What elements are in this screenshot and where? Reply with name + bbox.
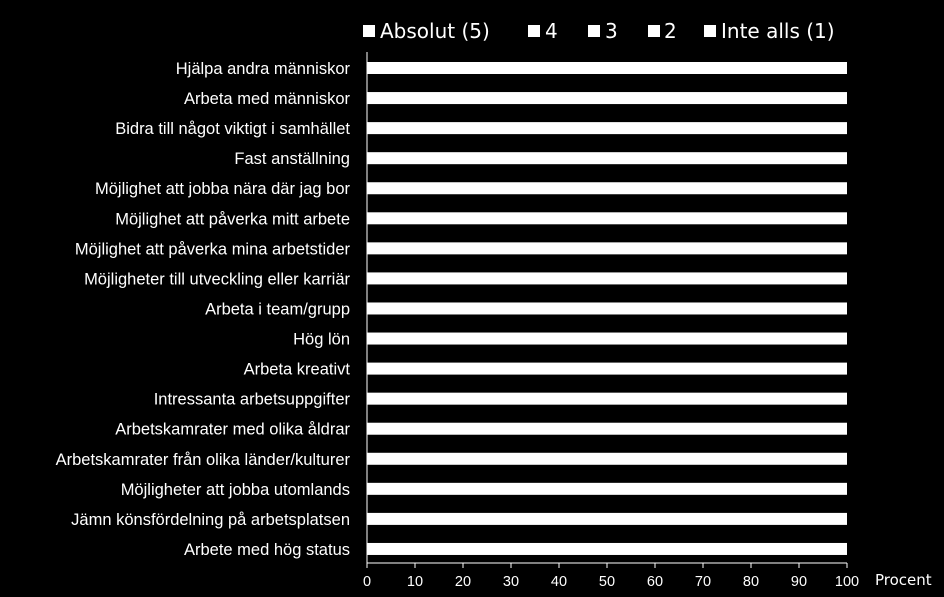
legend-label: 4 <box>545 19 558 43</box>
category-label: Jämn könsfördelning på arbetsplatsen <box>71 510 350 529</box>
legend-swatch <box>648 25 660 37</box>
category-label: Intressanta arbetsuppgifter <box>153 390 350 409</box>
category-label: Bidra till något viktigt i samhället <box>115 120 350 139</box>
category-label: Möjlighet att påverka mina arbetstider <box>74 240 350 259</box>
legend-label: Inte alls (1) <box>721 19 835 43</box>
legend-swatch <box>588 25 600 37</box>
x-tick-label: 60 <box>646 574 664 590</box>
category-label: Möjligheter till utveckling eller karriär <box>84 270 350 289</box>
bar-segment <box>367 272 847 284</box>
legend-label: 3 <box>605 19 618 43</box>
bar-segment <box>367 152 847 164</box>
category-label: Fast anställning <box>234 150 350 169</box>
category-label: Arbetskamrater från olika länder/kulturer <box>55 450 350 469</box>
x-tick-label: 80 <box>742 574 760 590</box>
category-label: Arbetskamrater med olika åldrar <box>115 420 350 439</box>
legend-label: 2 <box>664 19 677 43</box>
bar-segment <box>367 483 847 495</box>
bar-segment <box>367 393 847 405</box>
legend-swatch <box>528 25 540 37</box>
bar-segment <box>367 242 847 254</box>
category-label: Hög lön <box>293 330 350 349</box>
category-label: Arbeta i team/grupp <box>205 300 350 319</box>
category-label: Möjligheter att jobba utomlands <box>120 480 350 499</box>
category-label: Hjälpa andra människor <box>175 60 350 78</box>
x-tick-label: 50 <box>598 574 616 590</box>
legend-swatch <box>363 25 375 37</box>
bar-segment <box>367 182 847 194</box>
x-tick-label: 70 <box>694 574 712 590</box>
bar-segment <box>367 513 847 525</box>
legend-swatch <box>704 25 716 37</box>
category-label: Möjlighet att jobba nära där jag bor <box>95 180 350 199</box>
x-tick-label: 0 <box>362 574 372 590</box>
x-axis-title: Procent <box>875 571 932 589</box>
bar-segment <box>367 333 847 345</box>
bar-segment <box>367 92 847 104</box>
bar-segment <box>367 62 847 74</box>
bar-segment <box>367 543 847 555</box>
bar-segment <box>367 212 847 224</box>
category-label: Möjlighet att påverka mitt arbete <box>115 210 350 229</box>
bar-segment <box>367 302 847 314</box>
x-tick-label: 40 <box>550 574 568 590</box>
x-tick-label: 20 <box>454 574 472 590</box>
bar-segment <box>367 122 847 134</box>
bar-segment <box>367 363 847 375</box>
bar-segment <box>367 423 847 435</box>
category-label: Arbete med hög status <box>183 540 350 559</box>
legend-label: Absolut (5) <box>380 19 490 43</box>
x-tick-label: 90 <box>790 574 808 590</box>
bar-segment <box>367 453 847 465</box>
x-tick-label: 30 <box>502 574 520 590</box>
category-label: Arbeta med människor <box>184 90 350 109</box>
x-tick-label: 100 <box>834 574 860 590</box>
category-label: Arbeta kreativt <box>243 360 350 379</box>
x-tick-label: 10 <box>406 574 424 590</box>
